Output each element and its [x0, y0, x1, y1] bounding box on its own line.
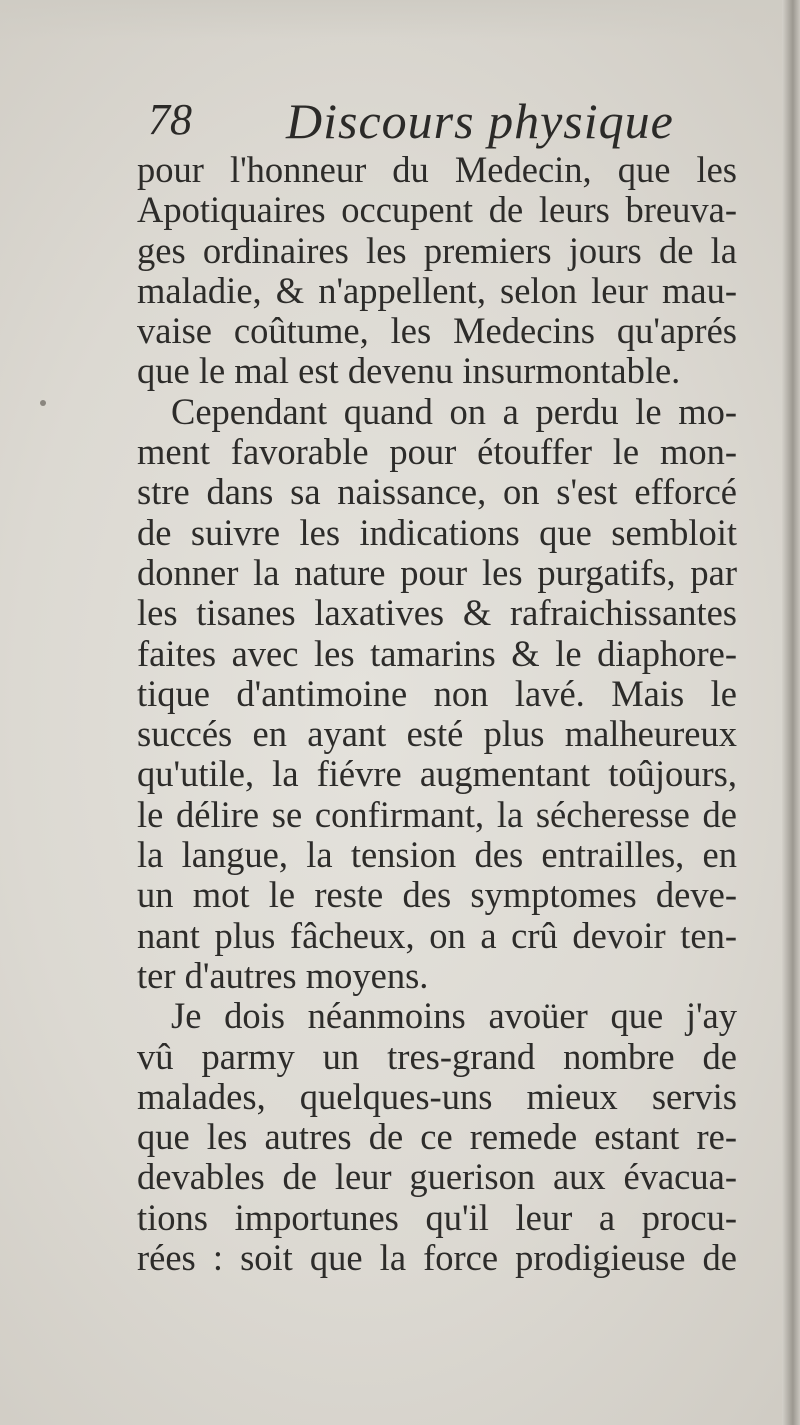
- text-line: nant plus fâcheux, on a crû devoir ten-: [137, 914, 737, 956]
- text-line: succés en ayant esté plus malheureux: [137, 713, 737, 755]
- text-line: la langue, la tension des entrailles, en: [137, 834, 737, 876]
- text-line: vû parmy un tres-grand nombre de: [137, 1035, 737, 1077]
- text-line: tique d'antimoine non lavé. Mais le: [137, 672, 737, 714]
- text-line: que les autres de ce remede estant re-: [137, 1116, 737, 1158]
- text-line: Apotiquaires occupent de leurs breuva-: [137, 189, 737, 231]
- text-line: qu'utile, la fiévre augmentant toûjours,: [137, 753, 737, 795]
- text-line: maladie, & n'appellent, selon leur mau-: [137, 269, 737, 311]
- page-number: 78: [148, 95, 192, 144]
- body-text: [137, 150, 737, 1278]
- text-line: un mot le reste des symptomes deve-: [137, 874, 737, 916]
- text-line: vaise coûtume, les Medecins qu'aprés: [137, 310, 737, 352]
- text-line: ment favorable pour étouffer le mon-: [137, 431, 737, 473]
- text-line: Cependant quand on a perdu le mo-: [171, 390, 737, 432]
- text-line: ter d'autres moyens.: [137, 954, 429, 996]
- ink-speck: [40, 400, 46, 406]
- text-line: que le mal est devenu insurmontable.: [137, 350, 681, 392]
- text-line: malades, quelques-uns mieux servis: [137, 1075, 737, 1117]
- text-line: Je dois néanmoins avoüer que j'ay: [171, 995, 737, 1037]
- text-line: devables de leur guerison aux évacua-: [137, 1156, 737, 1198]
- text-line: stre dans sa naissance, on s'est efforcé: [137, 471, 737, 513]
- text-line: les tisanes laxatives & rafraichissantes: [137, 592, 737, 634]
- text-line: faites avec les tamarins & le diaphore-: [137, 632, 737, 674]
- running-title: Discours physique: [286, 93, 674, 149]
- text-line: donner la nature pour les purgatifs, par: [137, 551, 737, 593]
- text-line: ges ordinaires les premiers jours de la: [137, 229, 737, 271]
- text-line: le délire se confirmant, la sécheresse de: [137, 793, 737, 835]
- text-line: de suivre les indications que sembloit: [137, 511, 737, 553]
- text-line: rées : soit que la force prodigieuse de: [137, 1237, 737, 1279]
- page-top-shadow: [0, 0, 800, 40]
- text-line: pour l'honneur du Medecin, que les: [137, 149, 737, 190]
- text-line: tions importunes qu'il leur a procu-: [137, 1196, 737, 1238]
- page-right-edge: [782, 0, 800, 1425]
- page-header: [140, 92, 760, 152]
